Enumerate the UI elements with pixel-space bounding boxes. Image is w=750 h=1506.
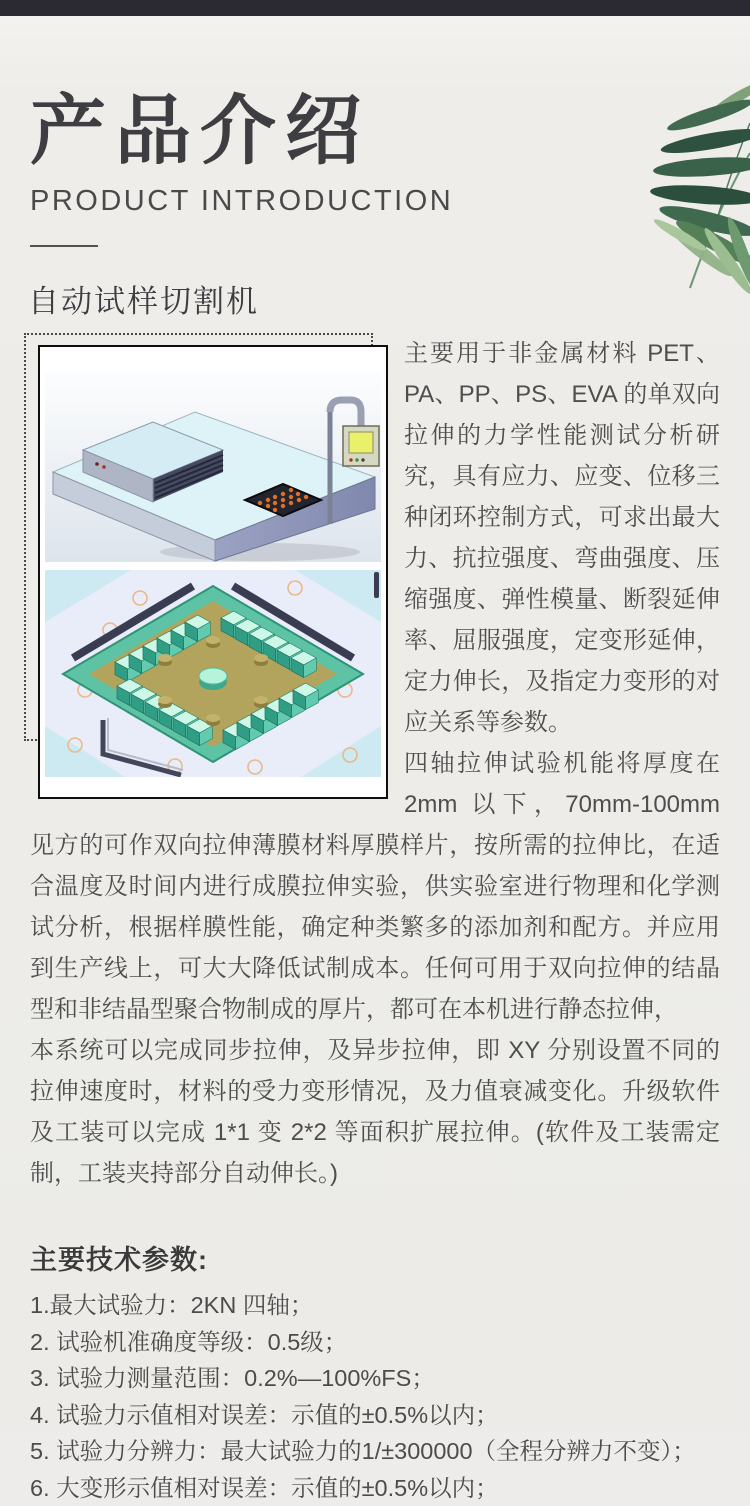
product-image-frame bbox=[30, 333, 388, 802]
spec-item: 6. 大变形示值相对误差：示值的±0.5%以内； bbox=[30, 1470, 720, 1506]
section-header bbox=[0, 16, 750, 247]
top-bar bbox=[0, 0, 750, 16]
fixture-3d-render-image bbox=[45, 570, 381, 777]
intro-paragraph: 四轴拉伸试验机能将厚度在 2mm 以下，70mm-100mm 见方的可作双向拉伸薄膜材料厚膜样片，按所需的拉伸比，在适合温度及时间内进行成膜拉伸实验，供实验室进行物理和化学测试分析，根据样膜性能，确定种类繁多的添加剂和配方。并应用到生产线上，可大大降低试制成本。任何可用于双向拉伸的结晶型和非结晶型聚合物制成的厚片，都可在本机进行静态拉伸， bbox=[30, 743, 720, 1030]
title-divider bbox=[30, 245, 98, 247]
spec-item: 4. 试验力示值相对误差：示值的±0.5%以内； bbox=[30, 1397, 720, 1434]
spec-item: 3. 试验力测量范围：0.2%—100%FS； bbox=[30, 1360, 720, 1397]
machine-3d-render-image bbox=[45, 372, 381, 562]
spec-item: 1.最大试验力：2KN 四轴； bbox=[30, 1287, 720, 1324]
specs-heading: 主要技术参数: bbox=[30, 1238, 720, 1277]
intro-section bbox=[0, 333, 750, 1194]
page-subtitle: PRODUCT INTRODUCTION bbox=[30, 185, 720, 218]
spec-item: 5. 试验力分辨力：最大试验力的1/±300000（全程分辨力不变）； bbox=[30, 1433, 720, 1470]
product-name-heading: 自动试样切割机 bbox=[0, 276, 750, 321]
product-images-box bbox=[38, 345, 388, 799]
spec-item: 2. 试验机准确度等级：0.5级； bbox=[30, 1324, 720, 1361]
specs-section bbox=[0, 1238, 750, 1506]
intro-paragraph: 本系统可以完成同步拉伸，及异步拉伸，即 XY 分别设置不同的拉伸速度时，材料的受力变形情况，及力值衰减变化。升级软件及工装可以完成 1*1 变 2*2 等面积扩展拉伸。(软件及工装需定制，工装夹持部分自动伸长。) bbox=[30, 1030, 720, 1194]
intro-paragraph: 主要用于非金属材料 PET、PA、PP、PS、EVA 的单双向拉伸的力学性能测试分析研究，具有应力、应变、位移三种闭环控制方式，可求出最大力、抗拉强度、弯曲强度、压缩强度、弹性模量、断裂延伸率、屈服强度，定变形延伸，定力伸长，及指定力变形的对应关系等参数。 bbox=[30, 333, 720, 743]
page-title: 产品介绍 bbox=[30, 94, 720, 170]
